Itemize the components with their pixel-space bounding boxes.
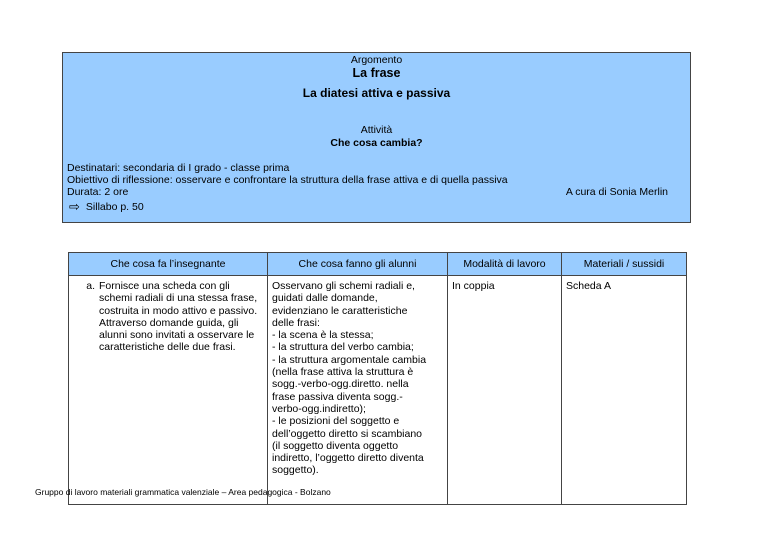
teacher-line: Attraverso domande guida, gli — [99, 316, 239, 329]
teacher-line: Fornisce una scheda con gli — [99, 280, 230, 292]
item-label: a. — [86, 280, 95, 292]
column-header-teacher: Che cosa fa l’insegnante — [69, 253, 268, 276]
teacher-cell — [69, 276, 268, 505]
students-line: verbo-ogg.indiretto); — [272, 402, 366, 415]
page-footer: Gruppo di lavoro materiali grammatica valenziale – Area pedagogica - Bolzano — [35, 487, 331, 497]
page-title: La frase — [352, 66, 401, 80]
activity-table — [68, 252, 687, 505]
students-cell — [268, 276, 448, 505]
students-line: - la scena è la stessa; — [272, 329, 374, 342]
students-line: frase passiva diventa sogg.- — [272, 390, 403, 403]
students-line: (nella frase attiva la struttura è — [272, 366, 414, 379]
students-line: evidenziano le caratteristiche — [272, 304, 408, 317]
teacher-line: costruita in modo attivo e passivo. — [99, 304, 258, 317]
students-line: delle frasi: — [272, 316, 320, 329]
page-subtitle: La diatesi attiva e passiva — [302, 86, 451, 100]
students-line: soggetto). — [272, 464, 319, 477]
teacher-line: schemi radiali di una stessa frase, — [99, 292, 258, 305]
modalita-cell: In coppia — [448, 276, 562, 505]
students-line: dell’oggetto diretto si scambiano — [272, 427, 423, 440]
students-line: (il soggetto diventa oggetto — [272, 439, 399, 452]
students-line: indiretto, l’oggetto diretto diventa — [272, 452, 424, 465]
attivita-label: Attività — [360, 124, 393, 136]
column-header-materiali: Materiali / sussidi — [562, 253, 687, 276]
students-line: sogg.-verbo-ogg.diretto. nella — [272, 378, 409, 391]
students-line: - le posizioni del soggetto e — [272, 415, 400, 428]
teacher-line: caratteristiche delle due frasi. — [99, 341, 236, 354]
students-line: Osservano gli schemi radiali e, — [272, 280, 415, 292]
curator-text: A cura di Sonia Merlin — [565, 186, 668, 198]
column-header-students: Che cosa fanno gli alunni — [268, 253, 448, 276]
obiettivo-text: Obiettivo di riflessione: osservare e confrontare la struttura della frase attiva e di quella passiva — [67, 174, 508, 186]
durata-text: Durata: 2 ore — [67, 186, 129, 198]
sillabo-text: Sillabo p. 50 — [85, 201, 144, 213]
destinatari-text: Destinatari: secondaria di I grado - classe prima — [67, 162, 290, 174]
students-line: - la struttura argomentale cambia — [272, 353, 427, 366]
attivita-title: Che cosa cambia? — [330, 137, 423, 149]
argomento-label: Argomento — [350, 54, 403, 66]
sillabo-reference — [69, 201, 144, 213]
students-line: - la struttura del verbo cambia; — [272, 341, 414, 354]
header-box — [62, 52, 691, 223]
column-header-modalita: Modalità di lavoro — [448, 253, 562, 276]
table-header-row — [69, 253, 687, 276]
teacher-line: alunni sono invitati a osservare le — [99, 329, 255, 342]
materiali-cell: Scheda A — [562, 276, 687, 505]
students-line: guidati dalle domande, — [272, 292, 378, 305]
right-arrow-icon: ⇨ — [69, 199, 80, 214]
table-row — [69, 276, 687, 505]
